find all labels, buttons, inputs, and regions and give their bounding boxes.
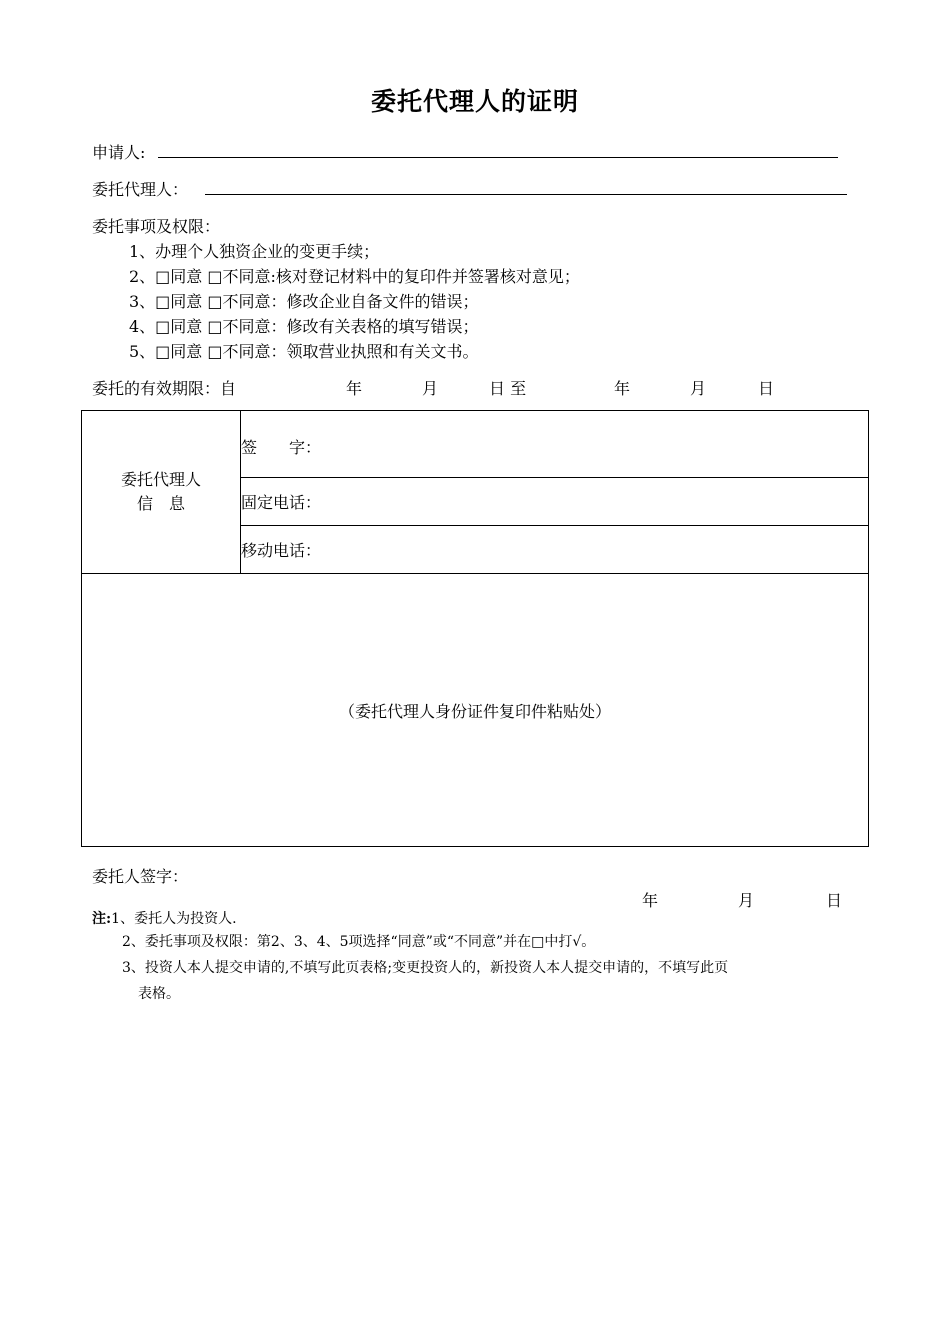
validity-label: 委托的有效期限：自 — [92, 379, 237, 398]
matter-item-4: 4、□同意 □不同意：修改有关表格的填写错误； — [129, 317, 479, 336]
note-item-3-line2: 表格。 — [138, 986, 180, 1002]
landline-field[interactable] — [241, 478, 869, 526]
signature-label: 签 字： — [241, 438, 322, 457]
principal-sign-label: 委托人签字： — [92, 867, 189, 886]
note-item-2: 2、委托事项及权限：第2、3、4、5项选择“同意”或“不同意”并在□中打√。 — [122, 934, 596, 950]
validity-day-2: 日 — [758, 379, 775, 398]
validity-month-2: 月 — [690, 379, 707, 398]
agent-info-label-line1: 委托代理人 — [120, 470, 201, 489]
matter-item-5: 5、□同意 □不同意：领取营业执照和有关文书。 — [129, 342, 479, 361]
validity-year-1: 年 — [346, 379, 363, 398]
matters-label: 委托事项及权限： — [92, 217, 221, 236]
matter-item-3: 3、□同意 □不同意：修改企业自备文件的错误； — [129, 292, 479, 311]
date-day: 日 — [826, 891, 843, 910]
validity-day-to: 日 至 — [489, 379, 527, 398]
agent-info-label-line2: 信 息 — [136, 494, 185, 513]
mobile-label: 移动电话： — [241, 541, 322, 560]
mobile-field[interactable] — [241, 526, 869, 574]
validity-year-2: 年 — [614, 379, 631, 398]
applicant-label: 申请人: — [92, 143, 146, 162]
page-title: 委托代理人的证明 — [370, 87, 579, 116]
agent-label: 委托代理人： — [92, 180, 189, 199]
notes-heading: 注: — [92, 911, 112, 927]
validity-month-1: 月 — [422, 379, 439, 398]
signature-field[interactable] — [241, 411, 869, 478]
agent-info-label-cell — [82, 411, 241, 574]
note-item-3-line1: 3、投资人本人提交申请的,不填写此页表格;变更投资人的，新投资人本人提交申请的，不填写此页 — [122, 960, 729, 976]
applicant-underline[interactable] — [158, 157, 838, 158]
matter-item-2: 2、□同意 □不同意:核对登记材料中的复印件并签署核对意见； — [129, 267, 580, 286]
agent-underline[interactable] — [205, 194, 847, 195]
landline-label: 固定电话： — [241, 493, 322, 512]
note-item-1-row — [92, 908, 237, 928]
id-copy-paste-area — [82, 574, 869, 847]
note-item-1: 1、委托人为投资人. — [111, 911, 237, 927]
date-month: 月 — [738, 891, 755, 910]
date-year: 年 — [642, 891, 659, 910]
paste-note: （委托代理人身份证件复印件粘贴处） — [338, 701, 611, 721]
agent-info-table — [81, 410, 869, 847]
matter-item-1: 1、办理个人独资企业的变更手续； — [129, 242, 380, 261]
